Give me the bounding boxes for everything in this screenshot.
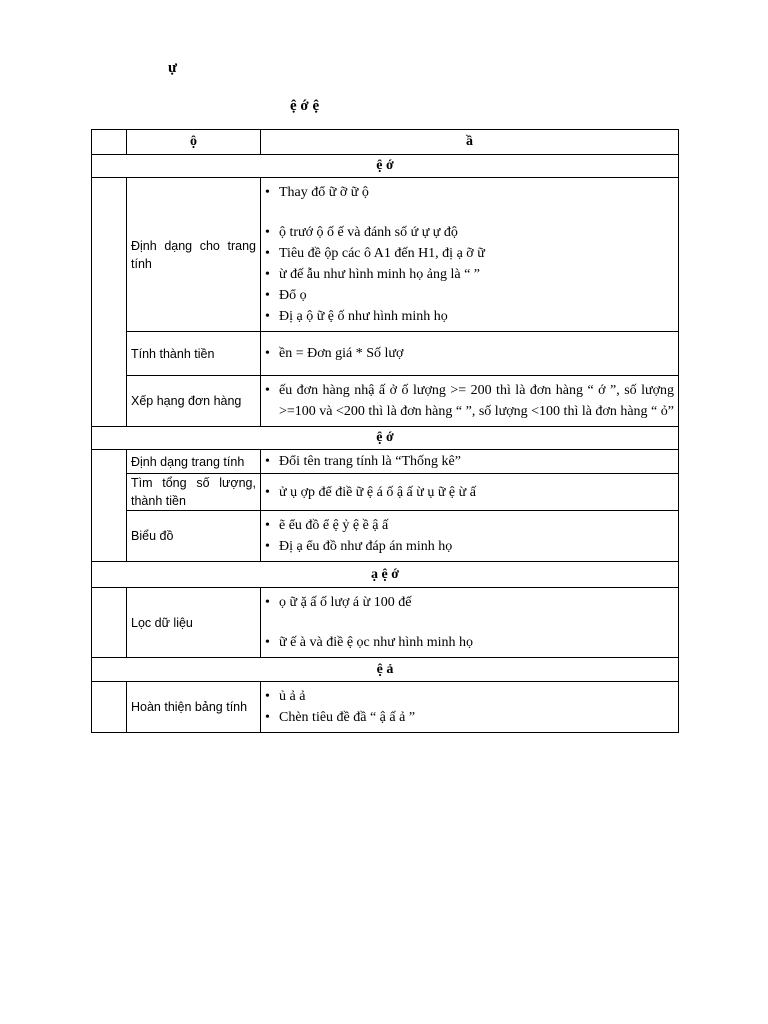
row-label: Hoàn thiện bảng tính	[127, 682, 261, 733]
document-subheading: ệ ớ ệ	[290, 98, 320, 114]
section-row	[92, 155, 679, 178]
table-row	[92, 511, 679, 562]
row-label: Lọc dữ liệu	[127, 588, 261, 658]
list-item: • Đổ ọ	[265, 285, 674, 306]
list-item: • ộ trướ ộ ố ế và đánh số ứ ự ự độ	[265, 222, 674, 243]
list-item: • ẽ ểu đồ ể ệ ỷ ệ ề ậ ấ	[265, 515, 674, 536]
header-cell-content: ộ	[127, 130, 261, 155]
list-item: • Tiêu đề ộp các ô A1 đến H1, đị ạ ỡ ữ	[265, 243, 674, 264]
table-row	[92, 450, 679, 474]
section-title: ạ ệ ớ	[92, 562, 679, 588]
header-cell-index	[92, 130, 127, 155]
list-item: • ử ụ ợp để điề ữ ệ á ố ậ ấ ừ ụ ữ ệ ừ ấ	[265, 482, 674, 503]
list-item: • ữ ế à và điề ệ ọc như hình minh họ	[265, 632, 674, 653]
list-item: • Thay đổ ữ ỡ ữ ộ	[265, 182, 674, 203]
table-row	[92, 682, 679, 733]
list-item: • ọ ữ ặ ấ ố lượ á ừ 100 đế	[265, 592, 674, 613]
section-title: ệ ớ	[92, 427, 679, 450]
row-requirements	[261, 332, 679, 376]
list-item: • ền = Đơn giá * Số lượ	[265, 343, 674, 364]
list-item: • ừ đế ẫu như hình minh họ ảng là “ ”	[265, 264, 674, 285]
table-row	[92, 376, 679, 427]
list-item: • Đổi tên trang tính là “Thống kê”	[265, 451, 674, 472]
row-requirements	[261, 474, 679, 511]
row-label: Tính thành tiền	[127, 332, 261, 376]
list-item: • Đị ạ ộ ữ ệ ố như hình minh họ	[265, 306, 674, 327]
table-row	[92, 332, 679, 376]
row-label: Biểu đồ	[127, 511, 261, 562]
index-cell	[92, 682, 127, 733]
document-heading: ự	[168, 60, 178, 76]
section-row	[92, 562, 679, 588]
table-row	[92, 178, 679, 332]
list-item: • Chèn tiêu đề đầ “ ậ ấ ả ”	[265, 707, 674, 728]
row-requirements	[261, 682, 679, 733]
section-row	[92, 658, 679, 682]
row-requirements	[261, 588, 679, 658]
index-cell	[92, 178, 127, 427]
table-row	[92, 474, 679, 511]
table-header-row	[92, 130, 679, 155]
index-cell	[92, 588, 127, 658]
list-item: • Đị ạ ểu đồ như đáp án minh họ	[265, 536, 674, 557]
table-row	[92, 588, 679, 658]
row-label: Định dạng cho trang tính	[127, 178, 261, 332]
section-title: ệ ả	[92, 658, 679, 682]
row-label: Xếp hạng đơn hàng	[127, 376, 261, 427]
requirements-table	[91, 129, 679, 733]
row-label: Định dạng trang tính	[127, 450, 261, 474]
row-requirements	[261, 376, 679, 427]
header-cell-requirement: ầ	[261, 130, 679, 155]
section-title: ệ ớ	[92, 155, 679, 178]
section-row	[92, 427, 679, 450]
list-item: • ếu đơn hàng nhậ ấ ở ố lượng >= 200 thì là đơn hàng “ ớ ”, số lượng >=100 và <200 thì là đơn hàng “ ”, số lượng <100 thì là đơn hàng “ ỏ”	[265, 380, 674, 422]
row-label: Tìm tổng số lượng, thành tiền	[127, 474, 261, 511]
index-cell	[92, 450, 127, 562]
row-requirements	[261, 450, 679, 474]
row-requirements	[261, 511, 679, 562]
list-item: • ủ ả ả	[265, 686, 674, 707]
row-requirements	[261, 178, 679, 332]
